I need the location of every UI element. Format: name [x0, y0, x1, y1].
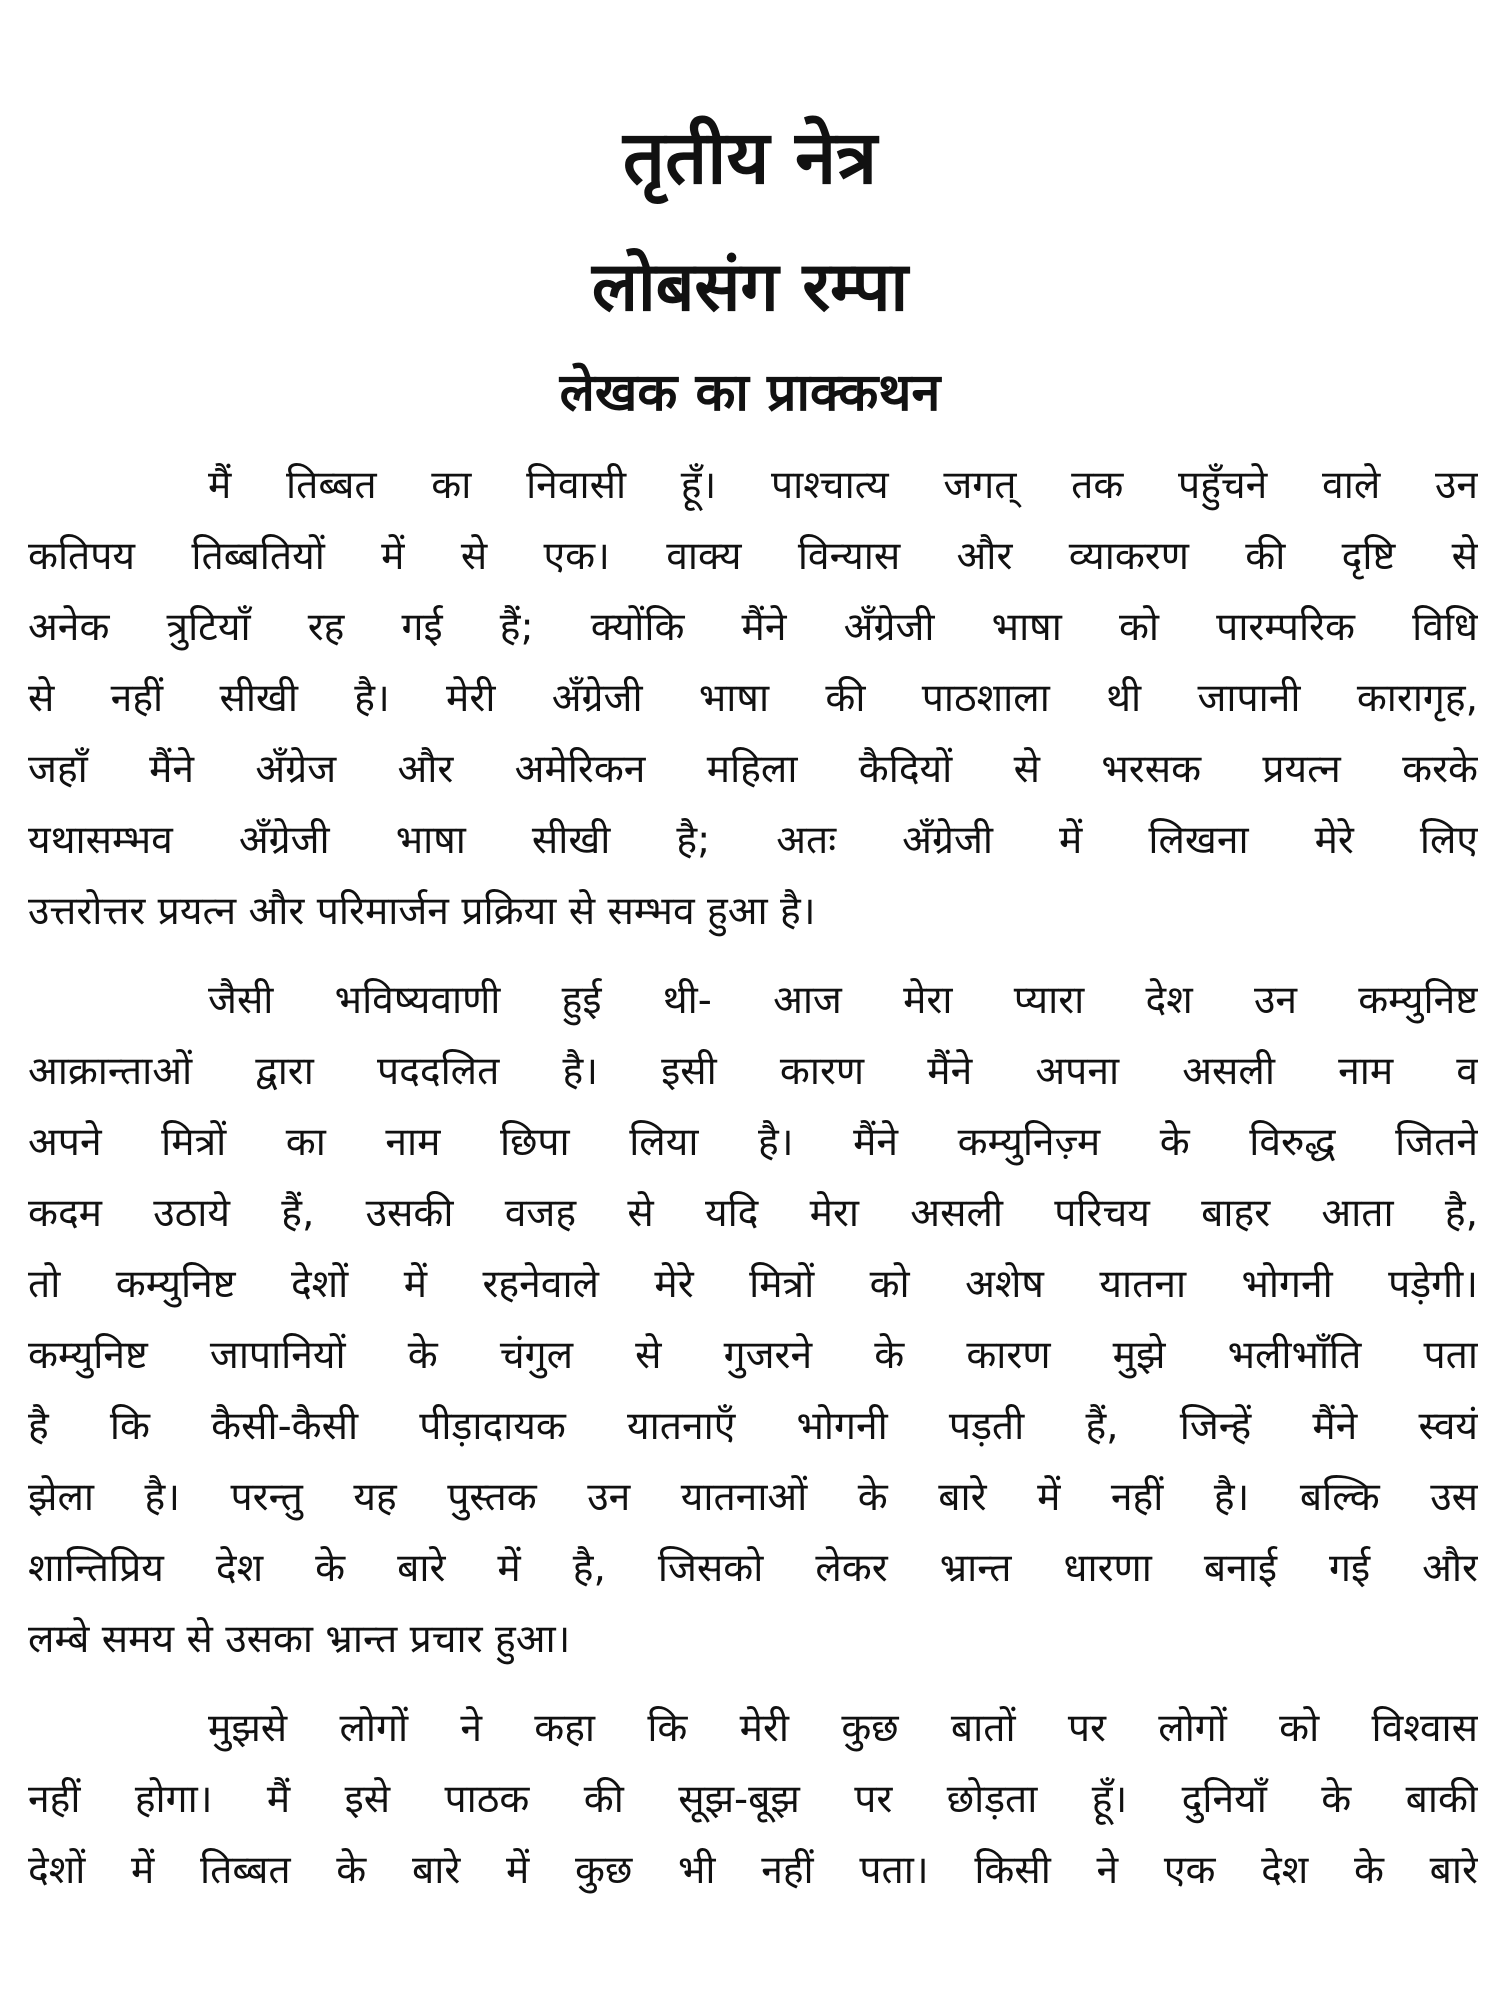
text-line: यथासम्भव अँग्रेजी भाषा सीखी है; अतः अँग्रेजी में लिखना मेरे लिए	[28, 818, 1478, 863]
paragraph-3	[28, 1693, 1478, 1906]
book-title: तृतीय नेत्र	[622, 115, 878, 201]
text-line: से नहीं सीखी है। मेरी अँग्रेजी भाषा की पाठशाला थी जापानी कारागृह,	[28, 676, 1478, 721]
text-line: शान्तिप्रिय देश के बारे में है, जिसको लेकर भ्रान्त धारणा बनाई गई और	[28, 1546, 1478, 1591]
text-line: कतिपय तिब्बतियों में से एक। वाक्य विन्यास और व्याकरण की दृष्टि से	[28, 534, 1478, 579]
text-line: देशों में तिब्बत के बारे में कुछ भी नहीं पता। किसी ने एक देश के बारे	[28, 1848, 1478, 1893]
paragraph-2	[28, 965, 1478, 1675]
text-line: जहाँ मैंने अँग्रेज और अमेरिकन महिला कैदियों से भरसक प्रयत्न करके	[28, 747, 1478, 792]
author-name: लोबसंग रम्पा	[591, 248, 909, 327]
text-line: है कि कैसी-कैसी पीड़ादायक यातनाएँ भोगनी पड़ती हैं, जिन्हें मैंने स्वयं	[28, 1404, 1478, 1449]
text-line: जैसी भविष्यवाणी हुई थी- आज मेरा प्यारा देश उन कम्युनिष्ट	[208, 978, 1478, 1023]
paragraph-1	[28, 450, 1478, 947]
text-line: उत्तरोत्तर प्रयत्न और परिमार्जन प्रक्रिया से सम्भव हुआ है।	[28, 889, 816, 934]
text-line: अपने मित्रों का नाम छिपा लिया है। मैंने कम्युनिज़्म के विरुद्ध जितने	[28, 1120, 1478, 1165]
text-line: कदम उठाये हैं, उसकी वजह से यदि मेरा असली परिचय बाहर आता है,	[28, 1191, 1478, 1236]
text-line: नहीं होगा। मैं इसे पाठक की सूझ-बूझ पर छोड़ता हूँ। दुनियाँ के बाकी	[28, 1777, 1478, 1822]
text-line: तो कम्युनिष्ट देशों में रहनेवाले मेरे मित्रों को अशेष यातना भोगनी पड़ेगी।	[28, 1262, 1478, 1307]
body-text	[28, 450, 1478, 1924]
text-line: कम्युनिष्ट जापानियों के चंगुल से गुजरने के कारण मुझे भलीभाँति पता	[28, 1333, 1478, 1378]
text-line: मुझसे लोगों ने कहा कि मेरी कुछ बातों पर लोगों को विश्वास	[208, 1706, 1478, 1751]
text-line: आक्रान्ताओं द्वारा पददलित है। इसी कारण मैंने अपना असली नाम व	[28, 1049, 1478, 1094]
text-line: लम्बे समय से उसका भ्रान्त प्रचार हुआ।	[28, 1617, 571, 1662]
section-heading: लेखक का प्राक्कथन	[559, 363, 941, 423]
text-line: मैं तिब्बत का निवासी हूँ। पाश्चात्य जगत् तक पहुँचने वाले उन	[208, 463, 1478, 508]
text-line: झेला है। परन्तु यह पुस्तक उन यातनाओं के बारे में नहीं है। बल्कि उस	[28, 1475, 1478, 1520]
text-line: अनेक त्रुटियाँ रह गई हैं; क्योंकि मैंने अँग्रेजी भाषा को पारम्परिक विधि	[28, 605, 1478, 650]
